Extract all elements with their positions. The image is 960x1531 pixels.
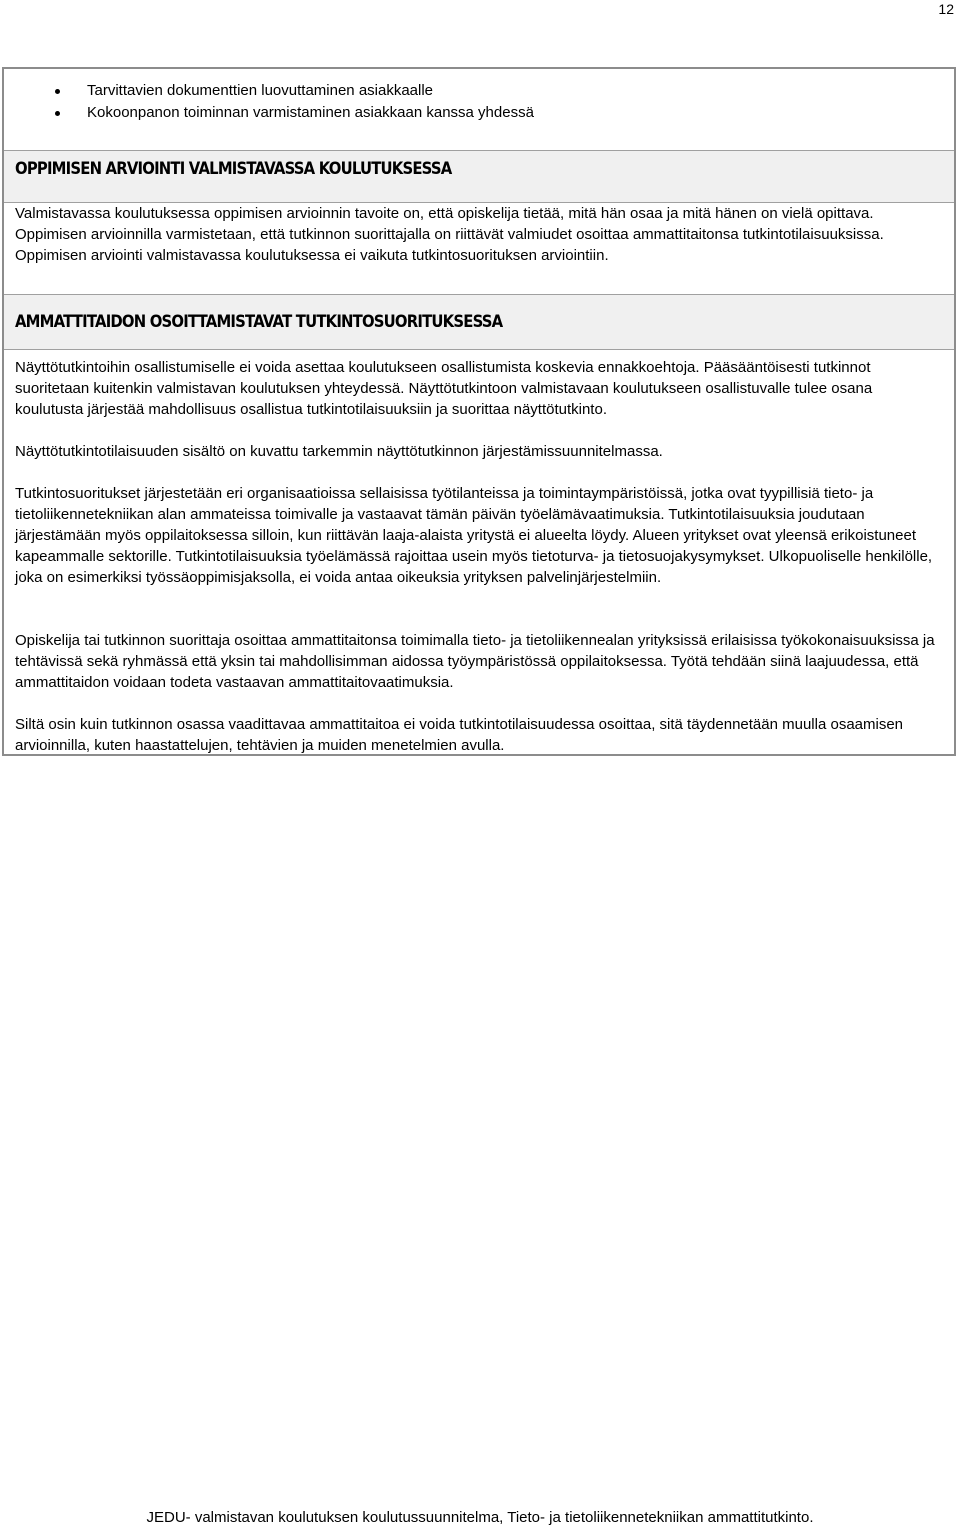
bullet-item (4, 102, 954, 124)
section-header-assessment (4, 150, 954, 203)
intro-paragraph: Valmistavassa koulutuksessa oppimisen arvioinnin tavoite on, että opiskelija tietää, mitä hän osaa ja mitä hänen on vielä opittava. Oppimisen arvioinnilla varmistetaan, että tutkinnon suorittajalla on riittävät valmiudet osoittaa ammattitaitonsa tutkintotilaisuuksissa. Oppimisen arviointi valmistavassa koulutuksessa ei vaikuta tutkintosuorituksen arviointiin. (15, 205, 884, 264)
section-title: AMMATTITAIDON OSOITTAMISTAVAT TUTKINTOSUORITUKSESSA (15, 312, 503, 331)
section-title: OPPIMISEN ARVIOINTI VALMISTAVASSA KOULUTUKSESSA (15, 159, 452, 178)
bullet-list (4, 80, 954, 124)
paragraph: Siltä osin kuin tutkinnon osassa vaadittavaa ammattitaitoa ei voida tutkintotilaisuudessa osoittaa, sitä täydennetään muulla osaamisen arvioinnilla, kuten haastattelujen, tehtävien ja muiden menetelmien avulla. (15, 716, 904, 754)
bullet-dot-icon (55, 111, 60, 116)
page-footer: JEDU- valmistavan koulutuksen koulutussuunnitelma, Tieto- ja tietoliikennetekniikan ammattitutkinto. (146, 1509, 814, 1526)
content-frame (2, 67, 956, 756)
paragraph: Näyttötutkintoihin osallistumiselle ei voida asettaa koulutukseen osallistumista koskevia ennakkoehtoja. Pääsääntöisesti tutkinnot suoritetaan kuitenkin valmistavan koulutuksen yhteydessä. Näyttötutkintoon valmistavaan koulutukseen osallistuvalle tulee osana koulutusta järjestää mahdollisuus osallistua tutkintotilaisuuksiin ja suorittaa näyttötutkinto. (15, 359, 873, 418)
bullet-dot-icon (55, 89, 60, 94)
bullet-text: Kokoonpanon toiminnan varmistaminen asiakkaan kanssa yhdessä (87, 104, 534, 121)
paragraph: Opiskelija tai tutkinnon suorittaja osoittaa ammattitaitonsa toimimalla tieto- ja tietoliikennealan yrityksissä erilaisissa työkokonaisuuksissa ja tehtävissä sekä ryhmässä että yksin tai mahdollisimman aidossa työympäristössä oppilaitoksessa. Työtä tehdään siinä laajuudessa, että ammattitaidon voidaan todeta vastaavan ammattitaitovaatimuksia. (15, 632, 935, 691)
bullet-text: Tarvittavien dokumenttien luovuttaminen asiakkaalle (87, 82, 434, 99)
paragraph: Tutkintosuoritukset järjestetään eri organisaatioissa sellaisissa työtilanteissa ja toimintaympäristöissä, jotka ovat tyypillisiä tieto- ja tietoliikennetekniikan alan ammateissa toimivalle ja vastaavat tämän päivän työelämävaatimuksia. Tutkintotilaisuuksia joudutaan järjestämään myös oppilaitoksessa silloin, kun riittävän laaja-alaista yritystä ei alueelta löydy. Alueen yritykset ovat yleensä erikoistuneet kapeammalle sektorille. Tutkintotilaisuuksia työelämässä rajoittaa usein myös tietoturva- ja tietosuojakysymykset. Ulkopuoliselle henkilölle, joka on esimerkiksi työssäoppimisjaksolla, ei voida antaa oikeuksia yrityksen palvelinjärjestelmiin. (15, 485, 933, 586)
paragraph: Näyttötutkintotilaisuuden sisältö on kuvattu tarkemmin näyttötutkinnon järjestämissuunnitelmassa. (15, 443, 663, 460)
section-header-demonstration (4, 294, 954, 350)
bullet-item (4, 80, 954, 102)
page-number: 12 (938, 1, 954, 17)
